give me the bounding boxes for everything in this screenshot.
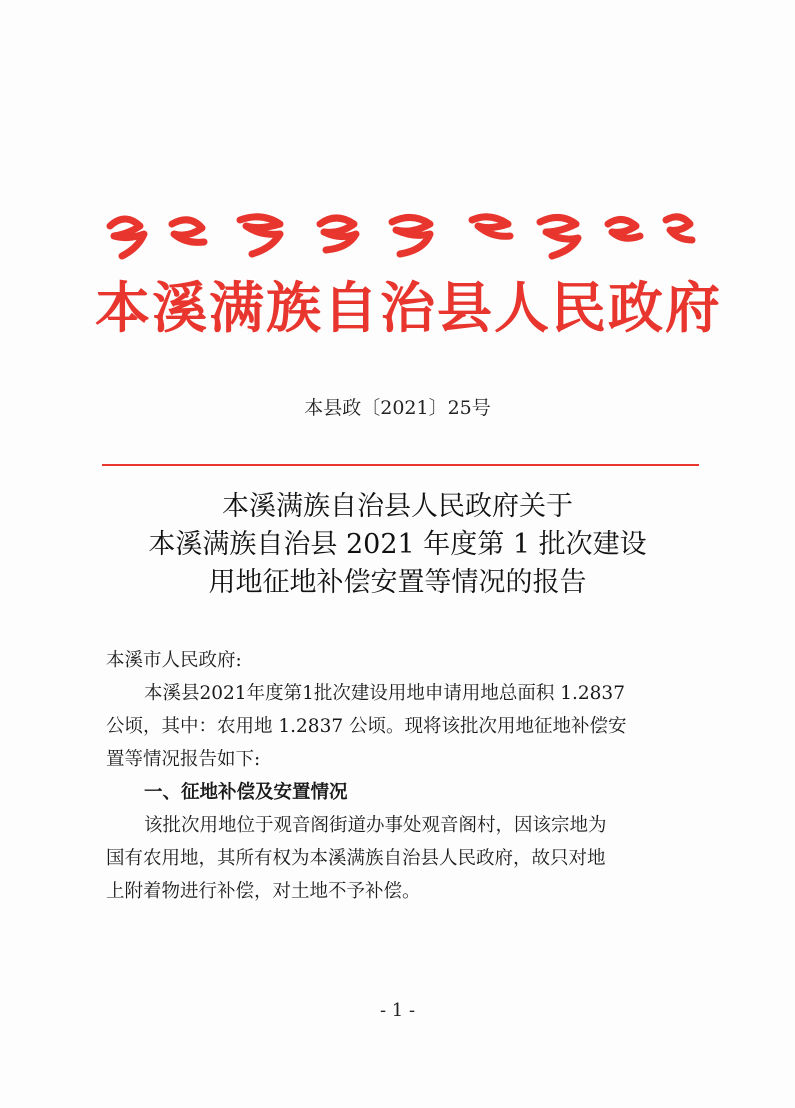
paragraph-line: 本溪县2021年度第1批次建设用地申请用地总面积 1.2837 — [144, 683, 625, 704]
report-body — [106, 644, 696, 908]
report-title-line: 用地征地补偿安置等情况的报告 — [208, 567, 587, 598]
report-title — [0, 488, 795, 602]
government-name-title: 本溪满族自治县人民政府 — [95, 276, 723, 340]
red-divider-line — [102, 464, 699, 466]
paragraph-line: 该批次用地位于观音阁街道办事处观音阁村，因该宗地为 — [144, 815, 607, 836]
document-number: 本县政〔2021〕25号 — [304, 397, 491, 419]
manchu-script-emblem — [100, 206, 700, 276]
report-title-line: 本溪满族自治县人民政府关于 — [222, 491, 573, 522]
paragraph-line: 上附着物进行补偿，对土地不予补偿。 — [106, 881, 421, 902]
report-title-line: 本溪满族自治县 2021 年度第 1 批次建设 — [148, 529, 647, 560]
salutation: 本溪市人民政府: — [106, 650, 242, 671]
paragraph-line: 置等情况报告如下: — [106, 749, 261, 770]
paragraph-line: 公顷，其中：农用地 1.2837 公顷。现将该批次用地征地补偿安 — [106, 716, 627, 737]
section-heading: 一、征地补偿及安置情况 — [144, 782, 348, 803]
paragraph-line: 国有农用地，其所有权为本溪满族自治县人民政府，故只对地 — [106, 848, 606, 869]
page-number: - 1 - — [379, 1000, 416, 1021]
